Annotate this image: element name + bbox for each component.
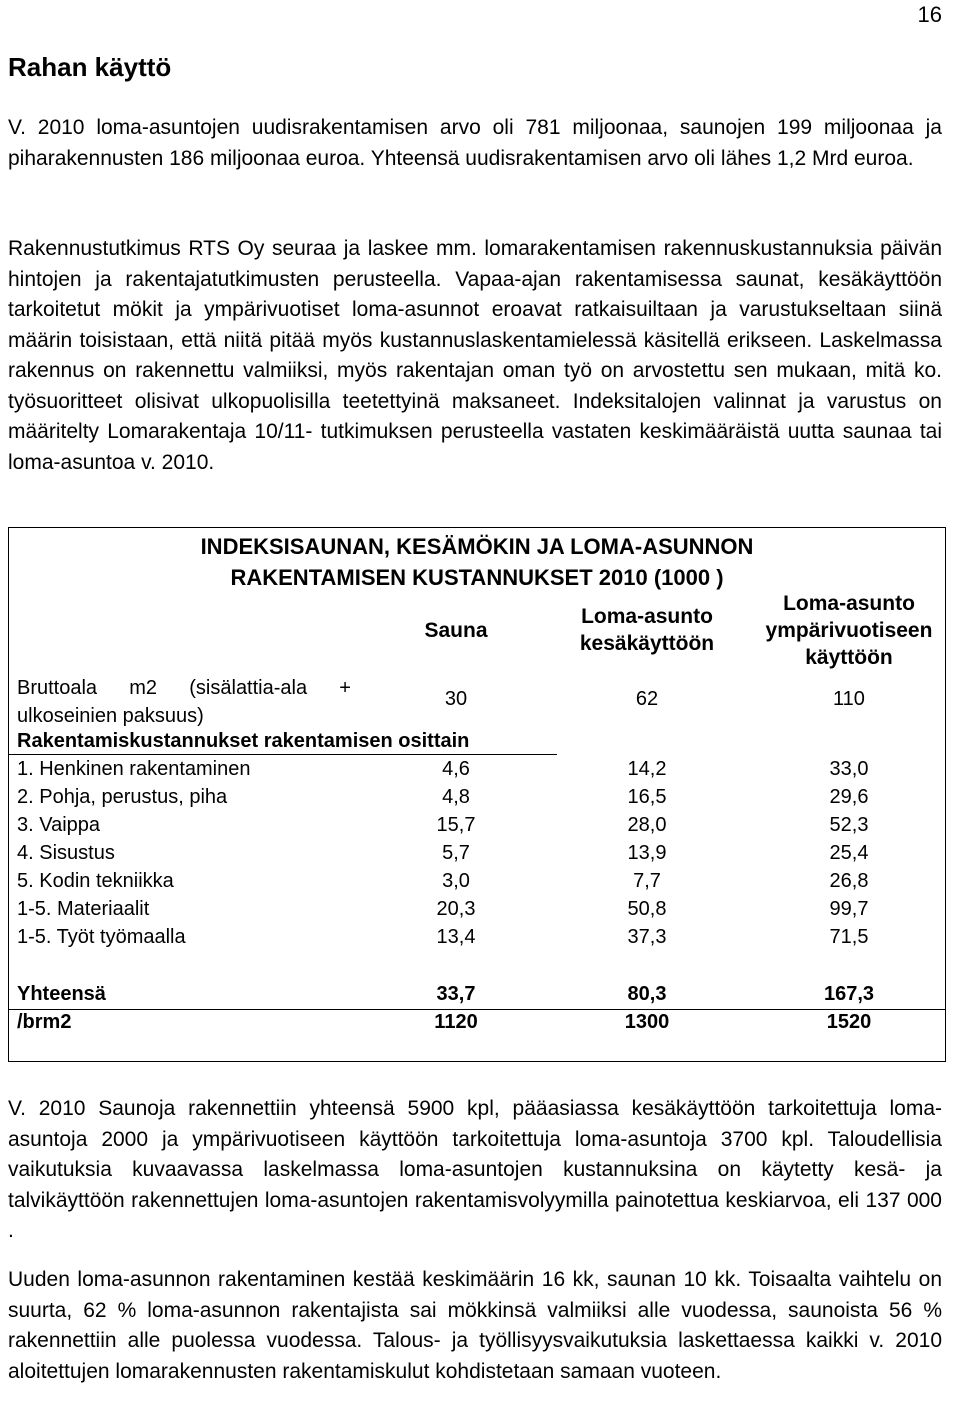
paragraph-methodology: Rakennustutkimus RTS Oy seuraa ja laskee mm. lomarakentamisen rakennuskustannuksia päivän hintojen ja rakentajatutkimusten perusteella. Vapaa-ajan rakentamisessa saunat, kesäkäyttöön tarkoitetut mökit ja ympärivuotiset loma-asunnot eroavat ratkaisuiltaan ja varustukseltaan siinä määrin toisistaan, että niitä pitää myös kustannuslaskentamielessä käsitellä erikseen. Laskelmassa rakennus on rakennettu valmiiksi, myös rakentajan oman työ on arvostettu sen mukaan, mitä ko. työsuoritteet olisivat ulkopuolisilla teetettyinä maksaneet. Indeksitalojen valinnat ja varustus on määritelty Lomarakentaja 10/11- tutkimuksen perusteella vastaten keskimääräistä uutta saunaa tai loma-asuntoa v. 2010. [8, 237, 942, 474]
per-m2-year-round: 1520 [826, 1011, 872, 1033]
table-title [9, 531, 945, 593]
table-row-summer-value: 14,2 [627, 758, 667, 780]
table-row-label: 5. Kodin tekniikka [17, 870, 174, 892]
gross-area-sauna: 30 [444, 688, 468, 710]
paragraph-volumes: V. 2010 Saunoja rakennettiin yhteensä 5900 kpl, pääasiassa kesäkäyttöön tarkoitettuja loma-asuntoja 2000 ja ympärivuotiseen käyttöön tarkoitettuja loma-asuntoja 3700 kpl. Taloudellisia vaikutuksia kuvaavassa laskelmassa loma-asuntojen kustannuksina on käytetty kesä- ja talvikäyttöön rakennettujen loma-asuntojen rakentamisvolyymilla painotettua keskiarvoa, eli 137 000 . [8, 1097, 942, 1242]
table-row-year-round-value: 71,5 [829, 926, 869, 948]
table-row-summer-value: 16,5 [627, 786, 667, 808]
column-header-year-round-line-3: käyttöön [805, 646, 893, 669]
per-m2-label: /brm2 [17, 1011, 72, 1033]
paragraph-duration: Uuden loma-asunnon rakentaminen kestää keskimäärin 16 kk, saunan 10 kk. Toisaalta vaihtelu on suurta, 62 % loma-asunnon rakentajista sai mökkinsä valmiiksi alle vuodessa, saunoista 56 % rakennettiin alle puolessa vuodessa. Talous- ja työllisyysvaikutuksia laskettaessa kaikki v. 2010 aloitettujen lomarakennusten rakentamiskulut kohdistetaan samaan vuoteen. [8, 1268, 942, 1383]
table-row-label: 1-5. Materiaalit [17, 898, 150, 920]
column-header-summer-line-1: Loma-asunto [581, 605, 713, 628]
gross-area-summer: 62 [635, 688, 659, 710]
table-row-sauna-value: 4,8 [442, 786, 470, 808]
total-summer: 80,3 [627, 983, 667, 1005]
section-underline [9, 754, 557, 755]
table-title-line-1: INDEKSISAUNAN, KESÄMÖKIN JA LOMA-ASUNNON [200, 534, 754, 559]
paragraph-intro: V. 2010 loma-asuntojen uudisrakentamisen arvo oli 781 miljoonaa, saunojen 199 miljoonaa ja piharakennusten 186 miljoonaa euroa. Yhteensä uudisrakentamisen arvo oli lähes 1,2 Mrd euroa. [8, 116, 942, 170]
table-row-summer-value: 7,7 [633, 870, 661, 892]
table-row-sauna-value: 20,3 [436, 898, 476, 920]
total-sauna: 33,7 [436, 983, 476, 1005]
gross-area-year-round: 110 [833, 688, 865, 710]
per-m2-summer: 1300 [624, 1011, 670, 1033]
page-number: 16 [917, 2, 942, 27]
table-row-year-round-value: 25,4 [829, 842, 869, 864]
per-m2-sauna: 1120 [434, 1011, 478, 1033]
cost-table [8, 527, 946, 1062]
column-header-summer-line-2: kesäkäyttöön [579, 632, 715, 655]
gross-area-label: Bruttoala m2 (sisälattia-ala + ulkoseinien paksuus) [17, 677, 351, 727]
table-row-year-round-value: 33,0 [829, 758, 869, 780]
column-header-sauna: Sauna [424, 619, 488, 642]
table-row-label: 1-5. Työt työmaalla [17, 926, 186, 948]
table-row-sauna-value: 5,7 [442, 842, 470, 864]
column-header-year-round [739, 590, 959, 671]
table-row-sauna-value: 4,6 [442, 758, 470, 780]
table-row-year-round-value: 52,3 [829, 814, 869, 836]
table-row-label: 2. Pohja, perustus, piha [17, 786, 228, 808]
column-header-year-round-line-2: ympärivuotiseen [765, 619, 933, 642]
table-row-year-round-value: 26,8 [829, 870, 869, 892]
section-heading: Rahan käyttö [8, 52, 172, 82]
table-row-summer-value: 13,9 [627, 842, 667, 864]
total-label: Yhteensä [17, 983, 106, 1005]
table-row-sauna-value: 15,7 [436, 814, 476, 836]
table-row-sauna-value: 3,0 [442, 870, 470, 892]
table-row-label: 3. Vaippa [17, 814, 101, 836]
total-underline [9, 1009, 945, 1010]
total-year-round: 167,3 [823, 983, 875, 1005]
column-header-summer-cottage [549, 603, 745, 657]
table-row-label: 4. Sisustus [17, 842, 115, 864]
table-row-label: 1. Henkinen rakentaminen [17, 758, 251, 780]
table-row-sauna-value: 13,4 [436, 926, 476, 948]
table-row-summer-value: 50,8 [627, 898, 667, 920]
table-row-year-round-value: 29,6 [829, 786, 869, 808]
table-row-year-round-value: 99,7 [829, 898, 869, 920]
section-label: Rakentamiskustannukset rakentamisen osittain [17, 730, 470, 752]
table-title-line-2: RAKENTAMISEN KUSTANNUKSET 2010 (1000 ) [230, 565, 724, 590]
table-row-summer-value: 37,3 [627, 926, 667, 948]
column-header-year-round-line-1: Loma-asunto [783, 592, 915, 615]
table-row-summer-value: 28,0 [627, 814, 667, 836]
